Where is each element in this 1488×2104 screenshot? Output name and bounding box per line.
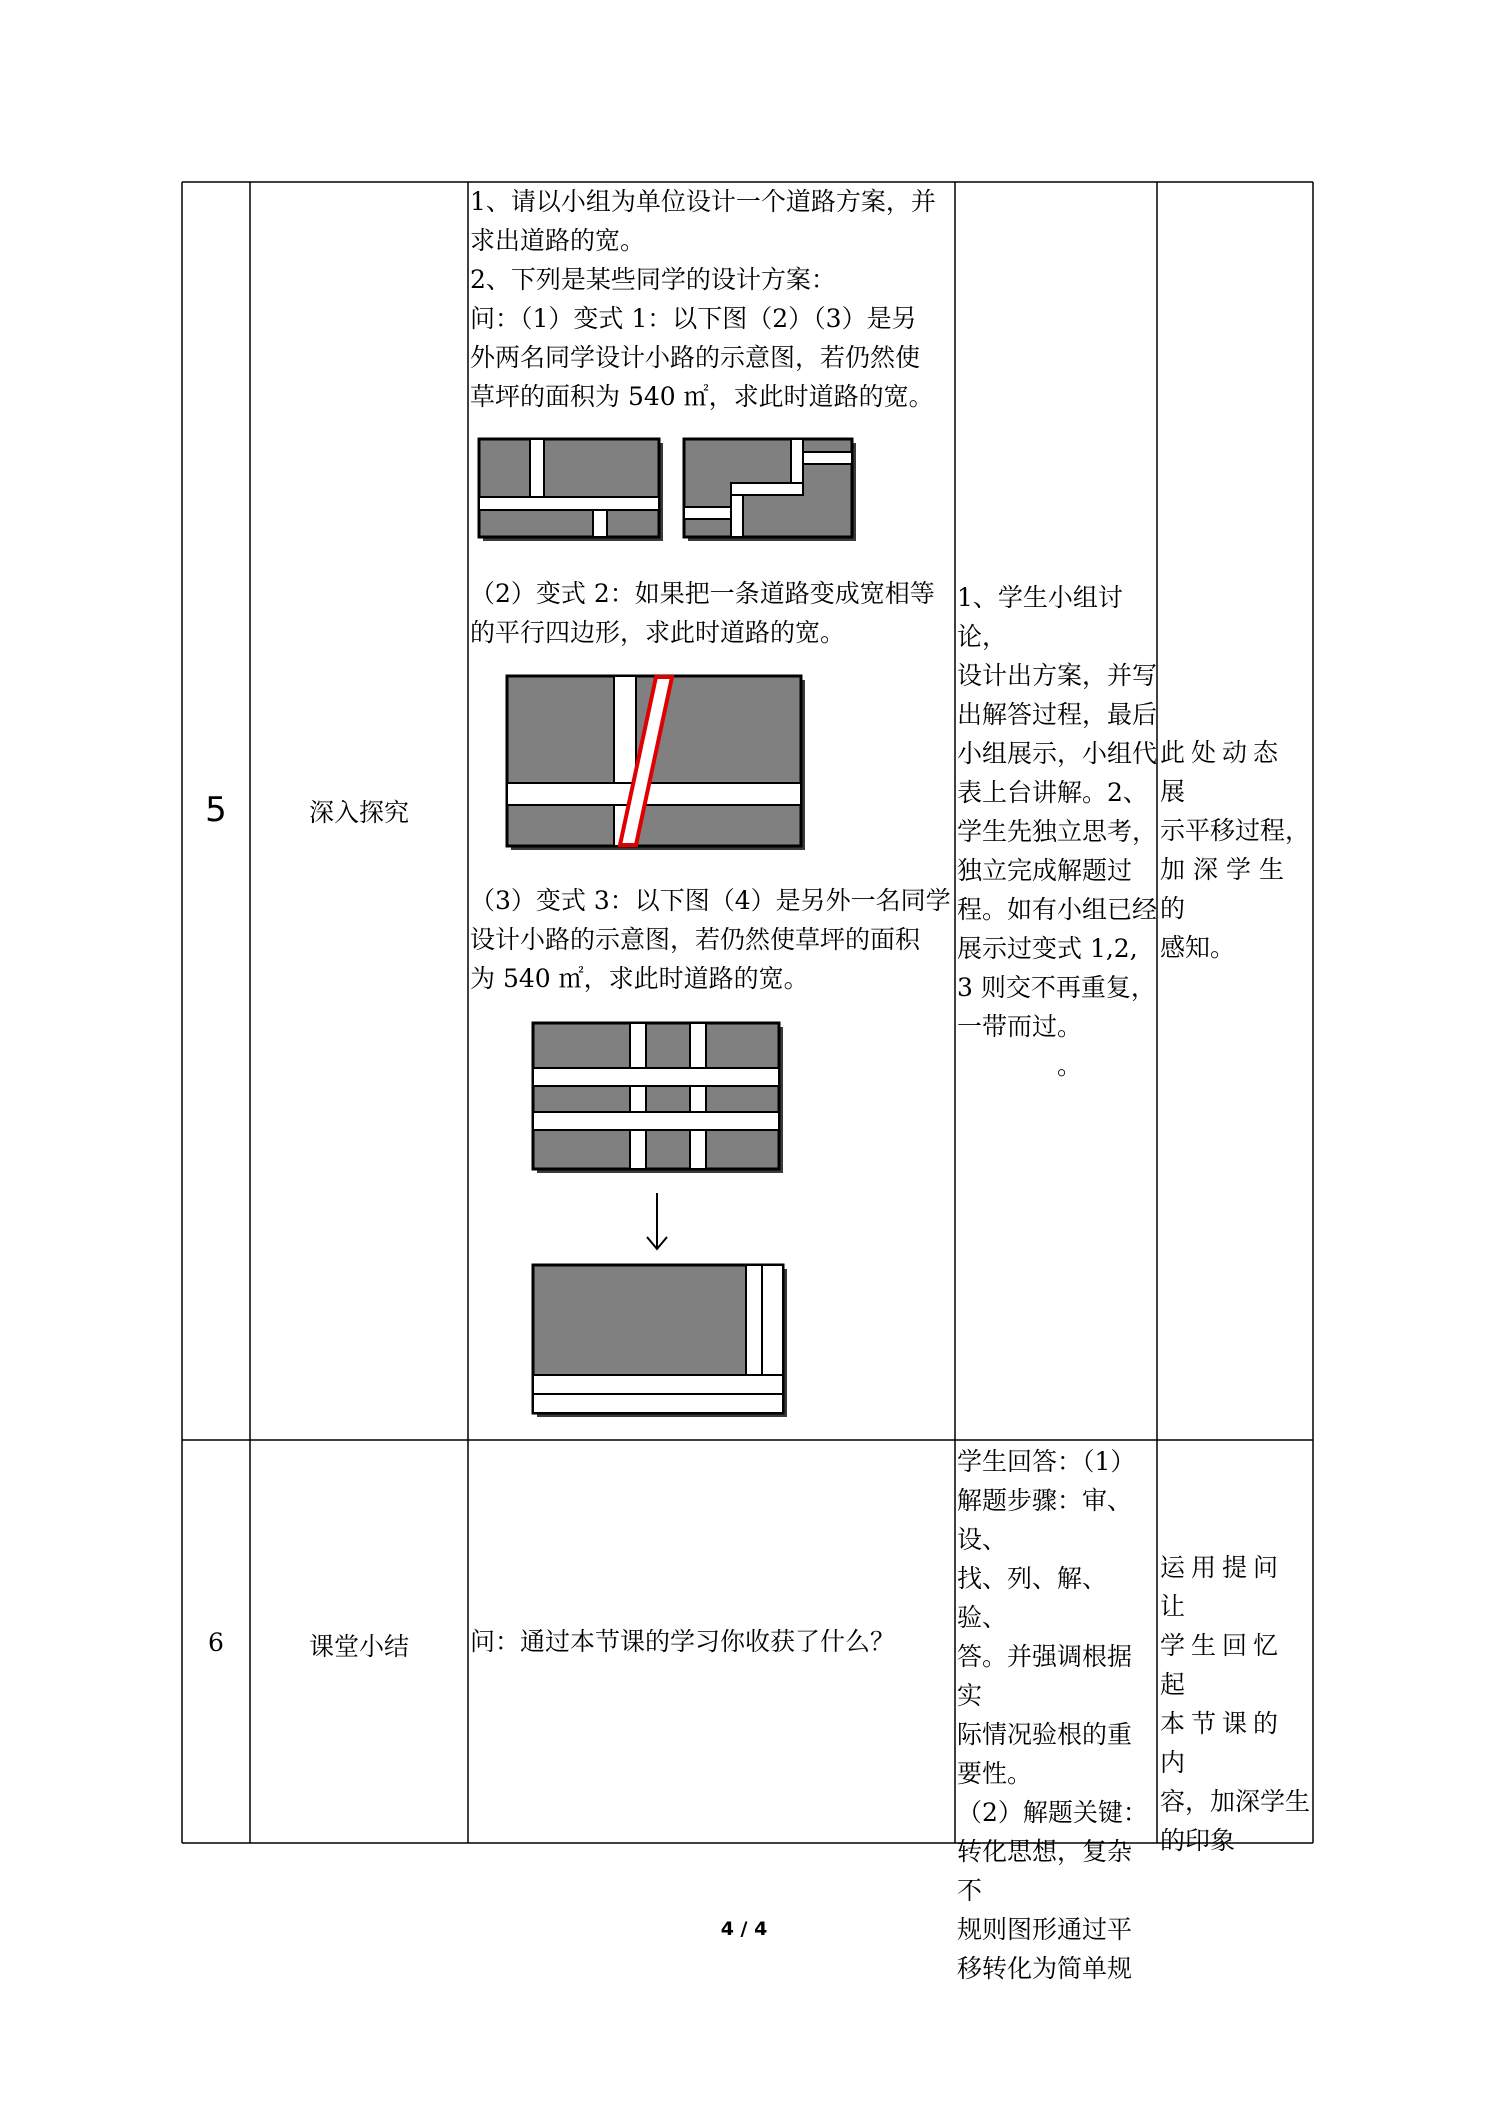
text-line: 展示过变式 1,2,	[957, 934, 1138, 963]
down-arrow-icon	[642, 1191, 672, 1253]
text-line: 。	[1057, 1051, 1083, 1080]
text-line: 小组展示，小组代	[957, 739, 1158, 768]
text-line: 转化思想，复杂不	[957, 1837, 1133, 1905]
text-line: 1、学生小组讨论，	[957, 583, 1123, 651]
text-line: 学生先独立思考，	[957, 817, 1158, 846]
text-line: 为 540 ㎡，求此时道路的宽。	[470, 964, 809, 993]
text-line: 此处动态展	[1160, 738, 1285, 806]
figure-variant1-left	[478, 438, 666, 544]
text-line: 问：（1）变式 1：以下图（2）（3）是另	[470, 304, 917, 333]
text-line: 感知。	[1160, 933, 1236, 962]
text-line: 的印象	[1160, 1826, 1236, 1855]
text-line: 程。如有小组已经	[957, 895, 1158, 924]
figure-variant3-translated	[532, 1264, 790, 1420]
page-indicator: 4 / 4	[720, 1918, 768, 1940]
text-line: 学生回忆起	[1160, 1631, 1285, 1699]
text-line: 求出道路的宽。	[470, 226, 646, 255]
text-line: 独立完成解题过	[957, 856, 1133, 885]
row-number: 5	[205, 790, 227, 830]
student-answer-clip	[956, 1441, 1156, 1983]
teacher-question: 问：通过本节课的学习你收获了什么？	[470, 1627, 896, 1656]
text-line: 容，加深学生	[1160, 1787, 1311, 1816]
stage-label: 深入探究	[308, 798, 409, 827]
text-line: （2）解题关键：	[957, 1798, 1148, 1827]
text-line: 际情况验根的重	[957, 1720, 1133, 1749]
text-line: 表上台讲解。2、	[957, 778, 1148, 807]
text-line: 一带而过。	[957, 1012, 1083, 1041]
design-intent	[1160, 1548, 1312, 1860]
text-line: （3）变式 3：以下图（4）是另外一名同学	[470, 886, 951, 915]
text-line: 规则图形通过平	[957, 1915, 1133, 1944]
student-answer	[957, 1442, 1156, 1988]
stage-label: 课堂小结	[308, 1632, 409, 1661]
text-line: （2）变式 2：如果把一条道路变成宽相等	[470, 579, 935, 608]
text-line: 出解答过程，最后	[957, 700, 1158, 729]
text-line: 设计出方案，并写	[957, 661, 1158, 690]
text-line: 答。并强调根据实	[957, 1642, 1133, 1710]
text-line: 加深学生的	[1160, 855, 1293, 923]
text-line: 外两名同学设计小路的示意图，若仍然使	[470, 343, 921, 372]
text-line: 3 则交不再重复，	[957, 973, 1156, 1002]
student-activity	[957, 578, 1157, 1085]
text-line: 示平移过程，	[1160, 816, 1311, 845]
figure-variant2	[506, 675, 808, 853]
row-number: 6	[208, 1628, 224, 1657]
text-line: 本节课的内	[1160, 1709, 1285, 1777]
text-line: 运用提问让	[1160, 1553, 1285, 1621]
text-line: 1、请以小组为单位设计一个道路方案，并	[470, 187, 936, 216]
text-line: 的平行四边形，求此时道路的宽。	[470, 618, 846, 647]
text-line: 设计小路的示意图，若仍然使草坪的面积	[470, 925, 921, 954]
teacher-intro	[470, 182, 960, 416]
text-line: 学生回答：（1）	[957, 1447, 1136, 1476]
text-line: 移转化为简单规	[957, 1954, 1133, 1983]
teacher-variant2	[470, 574, 960, 652]
text-line: 2、下列是某些同学的设计方案：	[470, 265, 836, 294]
text-line: 解题步骤：审、设、	[957, 1486, 1133, 1554]
teacher-variant3	[470, 881, 960, 998]
design-intent	[1160, 733, 1312, 967]
figure-variant3-grid	[532, 1022, 786, 1176]
text-line: 要性。	[957, 1759, 1033, 1788]
text-line: 草坪的面积为 540 ㎡，求此时道路的宽。	[470, 382, 934, 411]
figure-variant1-right	[683, 438, 859, 544]
text-line: 找、列、解、验、	[957, 1564, 1108, 1632]
